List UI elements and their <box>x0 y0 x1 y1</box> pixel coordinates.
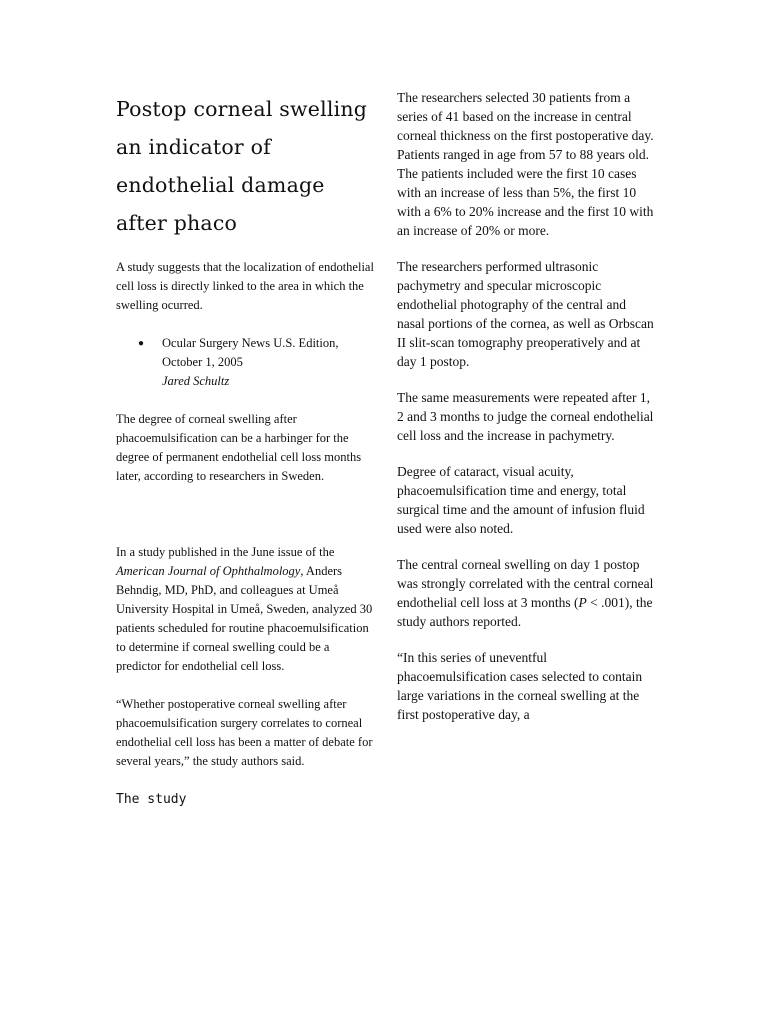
intro-paragraph: The degree of corneal swelling after phacoemulsification can be a harbinger for the degree of permanent endothelial cell loss months later, according to researchers in Sweden. <box>116 412 362 483</box>
quote-paragraph: “Whether postoperative corneal swelling after phacoemulsification surgery correlates to corneal endothelial cell loss has been a matter of debate for several years,” the study authors said. <box>116 697 373 768</box>
body-paragraph: The researchers selected 30 patients from a series of 41 based on the increase in central corneal thickness on the first postoperative day. Patients ranged in age from 57 to 88 years old. The patients included were the first 10 cases with an increase of less than 5%, the first 10 with a 6% to 20% increase and the first 10 with an increase of 20% or more. <box>397 90 654 238</box>
study-text-after: , Anders Behndig, MD, PhD, and colleagues at Umeå University Hospital in Umeå, Sweden, analyzed 30 patients scheduled for routine phacoemulsification to determine if corneal swelling could be a predictor for endothelial cell loss. <box>116 564 373 673</box>
publication-info: Ocular Surgery News U.S. Edition, October 1, 2005 <box>162 336 339 369</box>
body-paragraph: The same measurements were repeated after 1, 2 and 3 months to judge the corneal endothelial cell loss and the increase in pachymetry. <box>397 390 654 443</box>
study-paragraph <box>116 543 376 676</box>
author-name: Jared Schultz <box>162 374 230 388</box>
quote-paragraph-2: “In this series of uneventful phacoemulsification cases selected to contain large variations in the corneal swelling at the first postoperative day, a <box>397 650 643 722</box>
body-paragraph: Degree of cataract, visual acuity, phacoemulsification time and energy, total surgical time and the amount of infusion fluid used were also noted. <box>397 464 645 536</box>
spacer <box>116 505 376 543</box>
pvalue-paragraph <box>397 555 655 631</box>
article-summary: A study suggests that the localization of endothelial cell loss is directly linked to the area in which the swelling ocurred. <box>116 260 374 312</box>
section-heading: The study <box>116 792 187 807</box>
byline <box>116 334 376 391</box>
journal-name: American Journal of Ophthalmology <box>116 564 301 578</box>
p-symbol: P <box>578 595 587 610</box>
article-title: Postop corneal swelling an indicator of endothelial damage after phaco <box>116 97 368 235</box>
bullet-icon: ● <box>138 338 145 349</box>
body-paragraph: The researchers performed ultrasonic pachymetry and specular microscopic endothelial photography of the central and nasal portions of the cornea, as well as Orbscan II slit-scan tomography preoperatively and at day 1 postop. <box>397 259 654 369</box>
right-column <box>397 88 655 741</box>
pvalue-text-after: < .001), the study authors reported. <box>397 595 653 629</box>
study-text-before: In a study published in the June issue of the <box>116 545 335 559</box>
pvalue-text-before: The central corneal swelling on day 1 postop was strongly correlated with the central corneal endothelial cell loss at 3 months ( <box>397 557 654 610</box>
left-column <box>116 90 376 809</box>
